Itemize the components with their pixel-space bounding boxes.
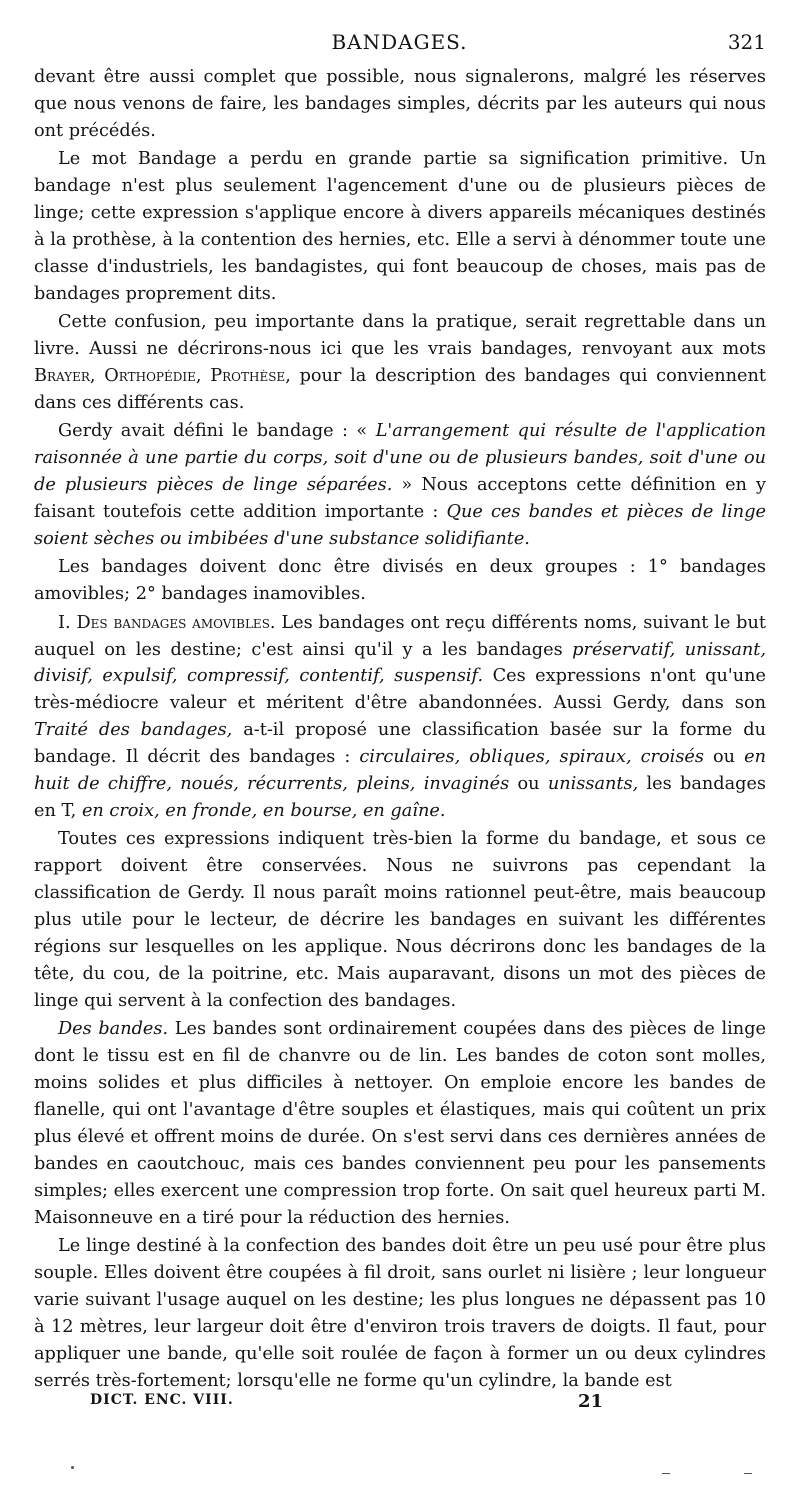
text-run: Le linge destiné à la confection des bandes doit être un peu usé pour être plus souple. Elles doivent être coupées à fil droit, sans ourlet ni lisière ; leur longueur varie suivant l'usage auquel on les destine; les plus longues ne dépassent pas 10 à 12 mètres, leur largeur doit être d'environ trois travers de doigts. Il faut, pour appliquer une bande, qu'elle soit roulée de façon à former un ou deux cylindres serrés très-fortement; lorsqu'elle ne forme qu'un cylindre, la bande est [34,1235,766,1391]
paragraph [34,1016,766,1231]
bandage-forms: en huit de chiffre, noués, récurrents, pleins, invaginés [34,747,767,795]
signature-number: 21 [578,1391,604,1412]
book-title: Traité des bandages, [34,720,233,741]
text-run: pour la description des bandages qui conviennent dans ces différents cas. [34,365,766,413]
text-run: Toutes ces expressions indiquent très-bien la forme du bandage, et sous ce rapport doivent être conservées. Nous ne suivrons pas cependant la classification de Gerdy. Il nous paraît moins rationnel peut-être, mais beaucoup plus utile pour le lecteur, de décrire les bandages en suivant les différentes régions sur lesquelles on les applique. Nous décrirons donc les bandages de la tête, du cou, de la poitrine, etc. Mais auparavant, disons un mot des pièces de linge qui servent à la confection des bandages. [34,829,766,1011]
signature-mark: DICT. ENC. VIII. [90,1392,234,1408]
text-run: Les bandes sont ordinairement coupées dans des pièces de linge dont le tissu est en fil de chanvre ou de lin. Les bandes de coton sont molles, moins solides et plus difficiles à nettoyer. On emploie encore les bandes de flanelle, qui ont l'avantage d'être souples et élastiques, mais qui coûtent un prix plus élevé et offrent moins de durée. On s'est servi dans ces dernières années de bandes en caoutchouc, mais ces bandes conviennent peu pour les pansements simples; elles exercent une compression trop forte. On sait quel heureux parti M. Maisonneuve en a tiré pour la réduction des hernies. [34,1019,766,1228]
text-run: Gerdy avait défini le bandage : « [58,421,368,442]
definition-addition: Que ces bandes et pièces de linge soient sèches ou imbibées d'une substance solidifiante. [34,502,766,549]
ink-speck [71,1466,74,1469]
paragraph [34,554,766,608]
bandage-names: préservatif, unissant, divisif, expulsif, compressif, contentif, suspensif. [34,639,767,687]
paragraph [34,418,766,553]
section-heading: I. Des bandages amovibles. [58,612,276,633]
definition-quote: L'arrangement qui résulte de l'application raisonnée à une partie du corps, soit d'une ou de plusieurs bandes, soit d'une ou de plusieurs pièces de linge séparées. [34,421,766,496]
text-run: Ces expressions n'ont qu'une très-médiocre valeur et méritent d'être abandonnées. Aussi Gerdy, dans son [34,666,766,714]
bandage-forms: en croix, en fronde, en bourse, en gaîne. [81,800,446,821]
paragraph [34,826,766,1014]
page-number: 321 [727,30,766,54]
text-run: ou [517,774,540,795]
text-run: Les bandages doivent donc être divisés en deux groupes : 1° bandages amovibles; 2° bandages inamovibles. [34,557,766,605]
running-title: BANDAGES. [331,30,468,54]
bandage-forms: circulaires, obliques, spiraux, croisés [359,747,704,768]
ink-speck [744,1473,752,1474]
bandage-forms: unissants, [547,774,639,795]
text-run: » Nous acceptons cette définition en y faisant toutefois cette addition importante : [34,475,766,522]
paragraph [34,309,766,417]
cross-references: Brayer, Orthopédie, Prothèse, [34,365,291,386]
text-run: Les bandages ont reçu différents noms, suivant le but auquel on les destine; c'est ainsi qu'il y a les bandages [34,612,767,660]
ink-speck [662,1473,670,1474]
page-header [33,26,766,60]
text-run: a-t-il proposé une classification basée sur la forme du bandage. Il décrit des bandages : [34,720,766,768]
paragraph [34,146,766,307]
text-run: Le mot Bandage a perdu en grande partie sa signification primitive. Un bandage n'est plus seulement l'agencement d'une ou de plusieurs pièces de linge; cette expression s'applique encore à divers appareils mécaniques destinés à la prothèse, à la contention des hernies, etc. Elle a servi à dénommer toute une classe d'industriels, les bandagistes, qui font beaucoup de choses, mais pas de bandages proprement dits. [34,149,766,304]
text-run: Cette confusion, peu importante dans la pratique, serait regrettable dans un livre. Aussi ne décrirons-nous ici que les vrais bandages, renvoyant aux mots [34,312,766,360]
text-run: les bandages en T, [34,774,766,821]
body-text [34,64,766,1394]
page-footer [0,1390,800,1420]
text-run: devant être aussi complet que possible, nous signalerons, malgré les réserves que nous venons de faire, les bandages simples, décrits par les auteurs qui nous ont précédés. [34,67,766,141]
text-run: ou [713,747,736,768]
paragraph [34,610,766,825]
paragraph [34,64,766,145]
subsection-heading: Des bandes. [58,1019,169,1040]
paragraph [34,1233,766,1394]
